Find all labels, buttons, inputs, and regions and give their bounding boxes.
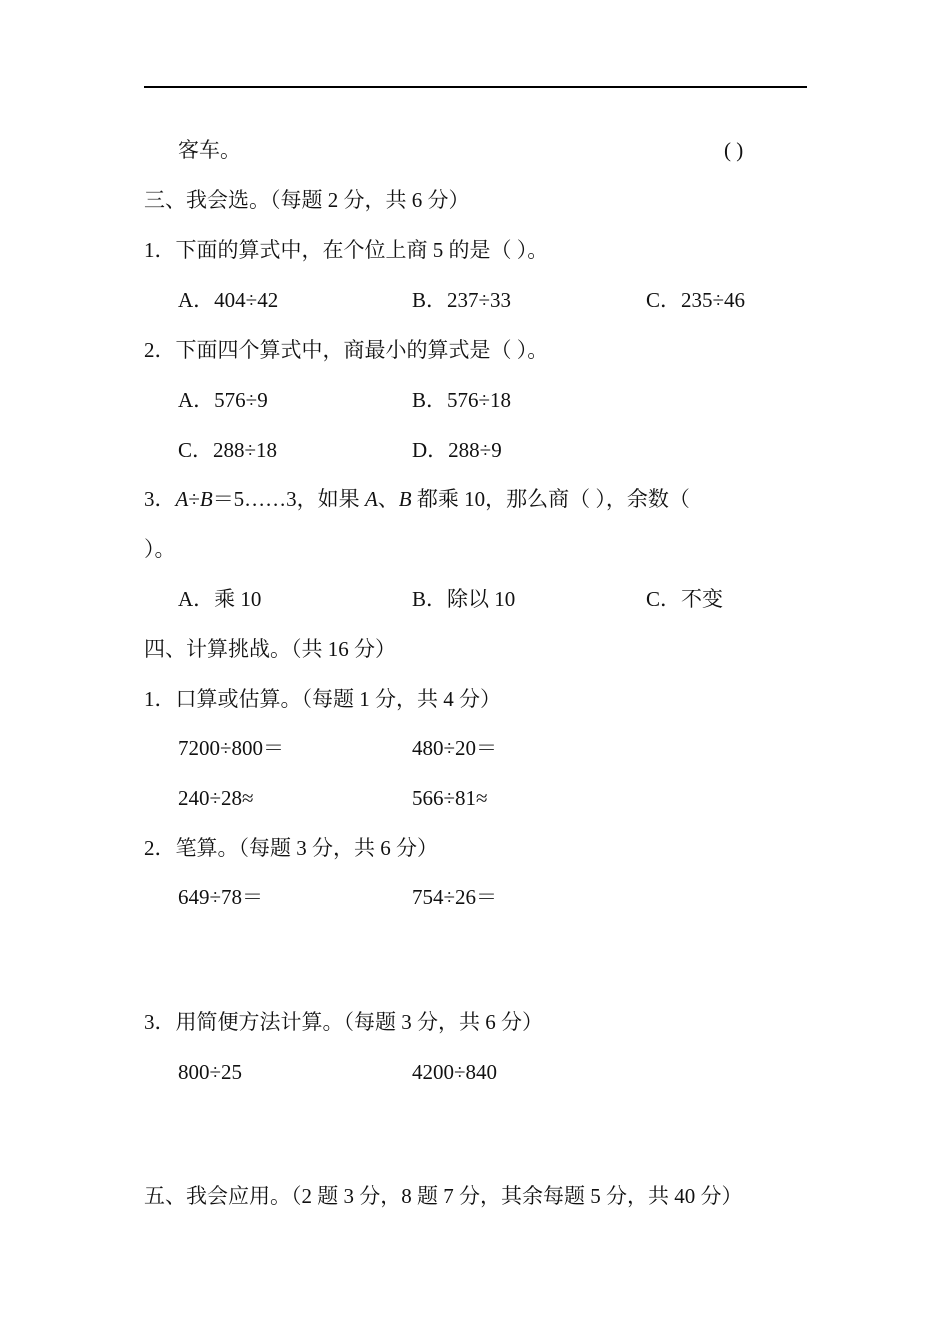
section-4-title: 四、计算挑战。（共 16 分） xyxy=(144,637,396,661)
s3-q3-text-1: ＝5……3，如果 xyxy=(212,487,365,511)
s3-q3-text-2: 都乘 10，那么商（ ），余数（ xyxy=(411,487,690,511)
var-b-2: B xyxy=(398,487,412,511)
s3-q3-line-2: ）。 xyxy=(144,537,176,561)
s4-q1-item-1: 7200÷800＝ xyxy=(178,736,285,760)
s4-q3-stem: 3．用简便方法计算。（每题 3 分，共 6 分） xyxy=(144,1010,543,1034)
s3-q3-num: 3． xyxy=(144,487,176,511)
div-sign: ÷ xyxy=(188,487,200,511)
s4-q2-item-1: 649÷78＝ xyxy=(178,885,264,909)
s3-q3-option-b: B．除以 10 xyxy=(412,587,516,611)
s3-q3-option-a: A．乘 10 xyxy=(178,587,262,611)
s4-q1-stem: 1．口算或估算。（每题 1 分，共 4 分） xyxy=(144,687,501,711)
s4-q3-item-2: 4200÷840 xyxy=(412,1060,498,1084)
s3-q2-option-a: A．576÷9 xyxy=(178,388,268,412)
s3-q3-option-c: C．不变 xyxy=(646,587,724,611)
header-rule xyxy=(144,86,807,88)
s4-q1-item-3: 240÷28≈ xyxy=(178,786,254,810)
s3-q1-option-a: A．404÷42 xyxy=(178,288,279,312)
answer-blank: ( ) xyxy=(724,138,744,162)
section-3-title: 三、我会选。（每题 2 分，共 6 分） xyxy=(144,188,470,212)
s3-q1-stem: 1．下面的算式中，在个位上商 5 的是（ ）。 xyxy=(144,238,549,262)
s3-q2-option-b: B．576÷18 xyxy=(412,388,512,412)
prev-question-tail: 客车。 xyxy=(178,138,241,162)
s3-q1-option-c: C．235÷46 xyxy=(646,288,746,312)
s4-q2-stem: 2．笔算。（每题 3 分，共 6 分） xyxy=(144,836,438,860)
var-a: A xyxy=(175,487,189,511)
s3-q2-stem: 2．下面四个算式中，商最小的算式是（ ）。 xyxy=(144,338,549,362)
separator: 、 xyxy=(377,487,399,511)
s4-q1-item-2: 480÷20＝ xyxy=(412,736,498,760)
s3-q1-option-b: B．237÷33 xyxy=(412,288,512,312)
s4-q1-item-4: 566÷81≈ xyxy=(412,786,488,810)
var-b: B xyxy=(199,487,213,511)
section-5-title: 五、我会应用。（2 题 3 分，8 题 7 分，其余每题 5 分，共 40 分） xyxy=(144,1184,743,1208)
s3-q3-stem xyxy=(144,489,690,510)
s4-q2-item-2: 754÷26＝ xyxy=(412,885,498,909)
s4-q3-item-1: 800÷25 xyxy=(178,1060,243,1084)
s3-q2-option-d: D．288÷9 xyxy=(412,438,502,462)
var-a-2: A xyxy=(364,487,378,511)
s3-q2-option-c: C．288÷18 xyxy=(178,438,278,462)
